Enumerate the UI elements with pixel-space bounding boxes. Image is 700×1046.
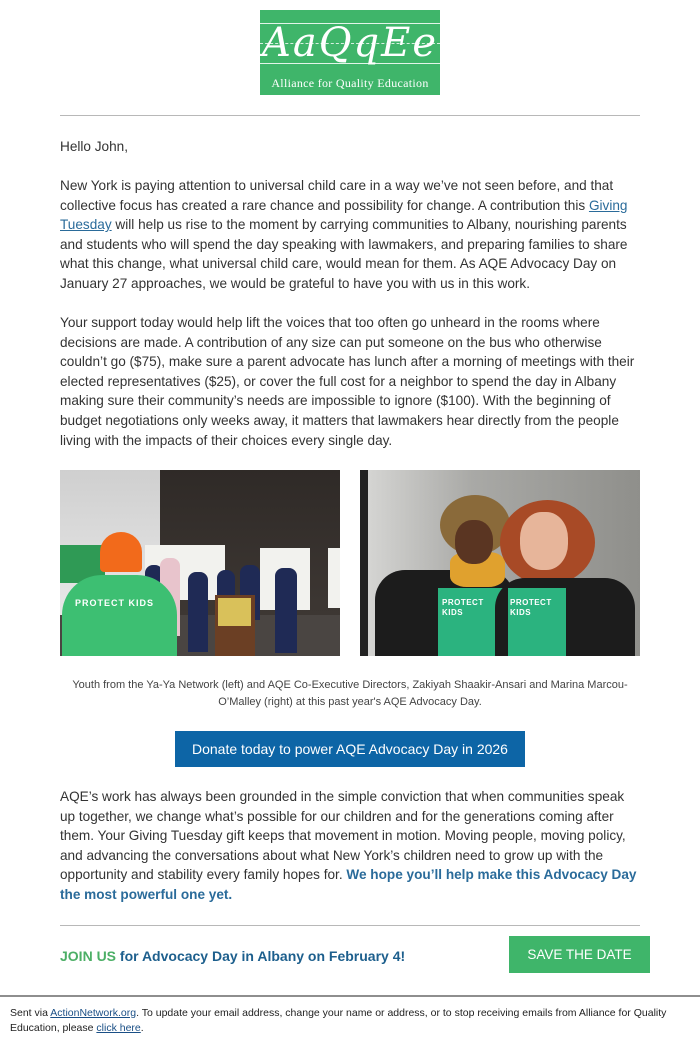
- orange-hat: [100, 532, 142, 572]
- aqe-logo[interactable]: [260, 10, 440, 95]
- paragraph-closing-emphasis: We hope you’ll help make this Advocacy Day the most powerful one yet.: [60, 867, 637, 902]
- shirt-text: PROTECT KIDS: [510, 598, 552, 617]
- advocacy-day-announcement: [60, 946, 405, 966]
- footer-divider: [0, 995, 700, 997]
- donate-button[interactable]: Donate today to power AQE Advocacy Day in 2026: [175, 731, 525, 767]
- photo-co-executive-directors: [360, 470, 640, 656]
- paragraph-intro-text: New York is paying attention to universal child care in a way we’ve not seen before, and that collective focus has created a rare chance and possibility for change. A contribution this: [60, 178, 614, 213]
- event-divider: [60, 925, 640, 926]
- paragraph-closing-text: AQE’s work has always been grounded in the simple conviction that when communities speak up together, we change what’s possible for our children and for the generations coming after them. Your Giving Tuesday gift keeps that movement in motion. Moving people, moving policy, and advancing the conversations about what New York’s children need to grow up with the opportunity and stability every family hopes for.: [60, 789, 626, 883]
- paragraph-closing: [60, 787, 640, 905]
- footer-text: Sent via ActionNetwork.org. To update your email address, change your name or address, or to stop receiving emails from Alliance for Quality Education, please click here.: [10, 1007, 667, 1034]
- header-divider: [60, 115, 640, 116]
- logo-script: AaQqEe: [261, 20, 438, 66]
- shirt-text: PROTECT KIDS: [442, 598, 484, 617]
- unsubscribe-link[interactable]: click here: [96, 1022, 141, 1034]
- shirt-text: PROTECT KIDS: [75, 598, 155, 608]
- giving-tuesday-link[interactable]: Giving Tuesday: [60, 197, 628, 233]
- photo-caption: Youth from the Ya-Ya Network (left) and AQE Co-Executive Directors, Zakiyah Shaakir-Ansari and Marina Marcou-O’Malley (right) at this past year's AQE Advocacy Day.: [72, 679, 628, 708]
- join-us-label: JOIN US: [60, 948, 117, 964]
- save-the-date-button[interactable]: SAVE THE DATE: [509, 936, 650, 973]
- advocacy-day-text: for Advocacy Day in Albany on February 4!: [116, 948, 406, 964]
- paragraph-intro-text-cont: will help us rise to the moment by carrying communities to Albany, nourishing parents and students who will spend the day speaking with lawmakers, and preparing families to share what this change, what universal child care, would mean for them. As AQE Advocacy Day on January 27 approaches, we would be grateful to have you with us in this work.: [60, 217, 628, 291]
- podium-sign: [218, 598, 251, 626]
- greeting: Hello John,: [60, 139, 129, 154]
- paragraph-intro: [60, 176, 640, 294]
- paragraph-support: Your support today would help lift the voices that too often go unheard in the rooms where decisions are made. A contribution of any size can put someone on the bus who otherwise couldn’t go ($75), make sure a parent advocate has lunch after a morning of meetings with their elected representatives ($25), or cover the full cost for a neighbor to spend the day in Albany making sure their community’s needs are impossible to ignore ($100). With the beginning of budget negotiations only weeks away, it matters that lawmakers hear directly from the people living with the impacts of their choices every single day.: [60, 315, 635, 448]
- actionnetwork-link[interactable]: ActionNetwork.org: [50, 1007, 137, 1019]
- photo-ya-ya-network: [60, 470, 340, 656]
- logo-org-name: Alliance for Quality Education: [271, 76, 429, 90]
